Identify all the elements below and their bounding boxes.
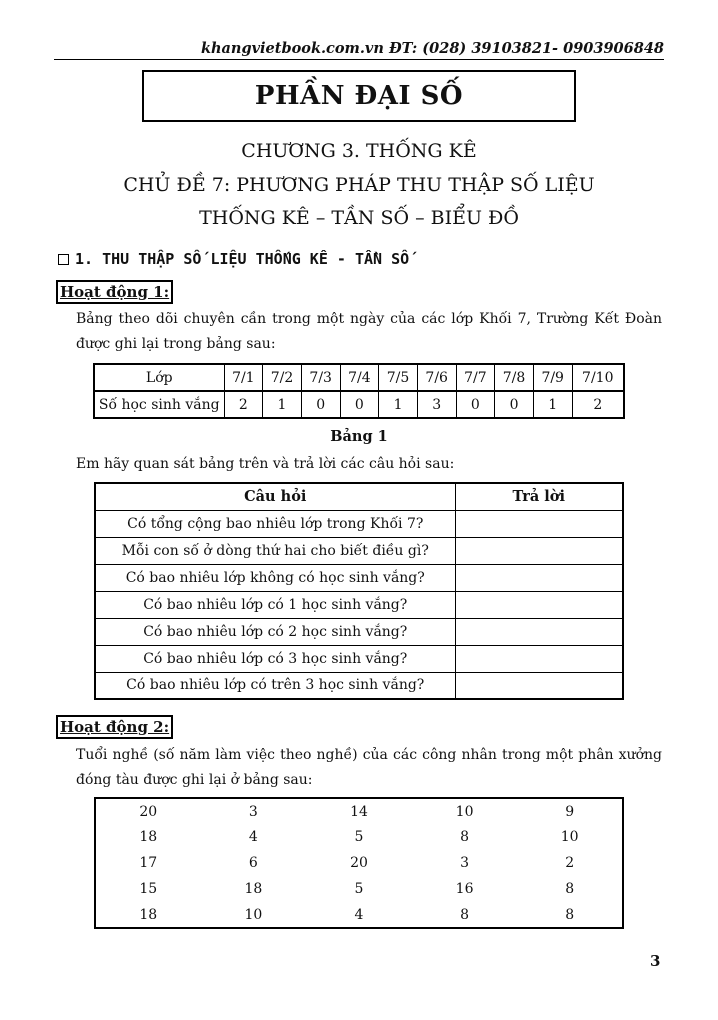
- activity1-prompt: Em hãy quan sát bảng trên và trả lời các câu hỏi sau:: [76, 456, 455, 472]
- question-cell: Có bao nhiêu lớp có 3 học sinh vắng?: [95, 645, 455, 672]
- value-cell: 3: [248, 803, 258, 820]
- value-cell: 18: [139, 906, 158, 923]
- class-cell: 7/6: [417, 364, 456, 391]
- table-row: [95, 876, 623, 902]
- answer-cell: [455, 645, 623, 672]
- question-cell: Có bao nhiêu lớp có 1 học sinh vắng?: [95, 591, 455, 618]
- class-cell: 7/8: [495, 364, 534, 391]
- class-cell: 7/7: [456, 364, 495, 391]
- row-header-class: Lớp: [94, 364, 224, 391]
- value-cell: 15: [139, 881, 158, 897]
- activity2-label: Hoạt động 2:: [56, 715, 173, 739]
- table-row: [95, 798, 623, 824]
- value-cell: 10: [560, 829, 579, 845]
- part-title: PHẦN ĐẠI SỐ: [254, 81, 464, 111]
- answer-cell: [455, 672, 623, 699]
- chapter-title: CHƯƠNG 3. THỐNG KÊ: [241, 140, 477, 162]
- table-row: [94, 364, 624, 391]
- question-cell: Có bao nhiêu lớp có 2 học sinh vắng?: [95, 618, 455, 645]
- value-cell: 5: [354, 881, 364, 897]
- value-cell: 8: [565, 906, 575, 923]
- value-cell: 9: [565, 803, 575, 820]
- table-caption: Bảng 1: [330, 428, 388, 445]
- table-row: [95, 510, 623, 537]
- work-years-table: [94, 797, 624, 929]
- value-cell: 8: [565, 881, 575, 897]
- column-header-question: Câu hỏi: [95, 483, 455, 510]
- table-row: [95, 564, 623, 591]
- value-cell: 14: [350, 803, 368, 820]
- absent-cell: 3: [417, 391, 456, 418]
- table-row: [94, 391, 624, 418]
- value-cell: 16: [455, 881, 474, 897]
- class-cell: 7/4: [340, 364, 379, 391]
- part-title-box: [142, 70, 576, 122]
- column-header-answer: Trả lời: [455, 483, 623, 510]
- class-cell: 7/2: [263, 364, 302, 391]
- section-title: 1. THU THẬP SỐ LIỆU THỐNG KÊ - TẦN SỐ: [75, 250, 410, 268]
- absent-cell: 2: [572, 391, 624, 418]
- checkbox-icon: [58, 254, 69, 265]
- class-cell: 7/9: [533, 364, 572, 391]
- class-cell: 7/5: [379, 364, 418, 391]
- answer-cell: [455, 510, 623, 537]
- value-cell: 8: [460, 906, 470, 923]
- absent-cell: 0: [340, 391, 379, 418]
- question-cell: Mỗi con số ở dòng thứ hai cho biết điều gì?: [95, 537, 455, 564]
- value-cell: 6: [248, 855, 258, 871]
- table-row: [95, 902, 623, 928]
- value-cell: 4: [248, 829, 258, 845]
- value-cell: 18: [244, 881, 263, 897]
- page-header: khangvietbook.com.vn ĐT: (028) 39103821- 0903906848: [54, 40, 664, 60]
- value-cell: 20: [350, 855, 368, 871]
- value-cell: 18: [139, 829, 158, 845]
- class-cell: 7/1: [224, 364, 263, 391]
- value-cell: 10: [455, 803, 474, 820]
- answer-cell: [455, 591, 623, 618]
- table-row: [95, 618, 623, 645]
- absent-cell: 1: [379, 391, 418, 418]
- class-cell: 7/10: [572, 364, 624, 391]
- table-header-row: [95, 483, 623, 510]
- value-cell: 4: [354, 906, 364, 923]
- absent-cell: 1: [263, 391, 302, 418]
- value-cell: 20: [139, 803, 158, 820]
- absent-cell: 0: [456, 391, 495, 418]
- row-header-absent: Số học sinh vắng: [94, 391, 224, 418]
- topic-title-line2: THỐNG KÊ – TẦN SỐ – BIỂU ĐỒ: [199, 207, 519, 229]
- absent-cell: 1: [533, 391, 572, 418]
- table-row: [95, 537, 623, 564]
- topic-title-line1: CHỦ ĐỀ 7: PHƯƠNG PHÁP THU THẬP SỐ LIỆU: [123, 174, 595, 196]
- absent-cell: 0: [495, 391, 534, 418]
- value-cell: 2: [565, 855, 575, 871]
- activity1-label: Hoạt động 1:: [56, 280, 173, 304]
- value-cell: 10: [244, 906, 263, 923]
- table-row: [95, 672, 623, 699]
- question-table: [94, 482, 624, 700]
- value-cell: 8: [460, 829, 470, 845]
- table-row: [95, 645, 623, 672]
- table-row: [95, 591, 623, 618]
- page-number: 3: [650, 952, 661, 970]
- value-cell: 3: [460, 855, 470, 871]
- question-cell: Có bao nhiêu lớp có trên 3 học sinh vắng?: [95, 672, 455, 699]
- class-cell: 7/3: [301, 364, 340, 391]
- section-heading: [58, 250, 409, 268]
- table-row: [95, 850, 623, 876]
- attendance-table: [93, 363, 625, 419]
- answer-cell: [455, 537, 623, 564]
- absent-cell: 0: [301, 391, 340, 418]
- question-cell: Có bao nhiêu lớp không có học sinh vắng?: [95, 564, 455, 591]
- activity2-intro: Tuổi nghề (số năm làm việc theo nghề) của các công nhân trong một phân xưởng đóng tàu được ghi lại ở bảng sau:: [76, 747, 662, 788]
- answer-cell: [455, 564, 623, 591]
- value-cell: 5: [354, 829, 364, 845]
- absent-cell: 2: [224, 391, 263, 418]
- answer-cell: [455, 618, 623, 645]
- activity1-intro: Bảng theo dõi chuyên cần trong một ngày của các lớp Khối 7, Trường Kết Đoàn được ghi lại trong bảng sau:: [76, 311, 662, 352]
- question-cell: Có tổng cộng bao nhiêu lớp trong Khối 7?: [95, 510, 455, 537]
- value-cell: 17: [139, 855, 158, 871]
- table-row: [95, 824, 623, 850]
